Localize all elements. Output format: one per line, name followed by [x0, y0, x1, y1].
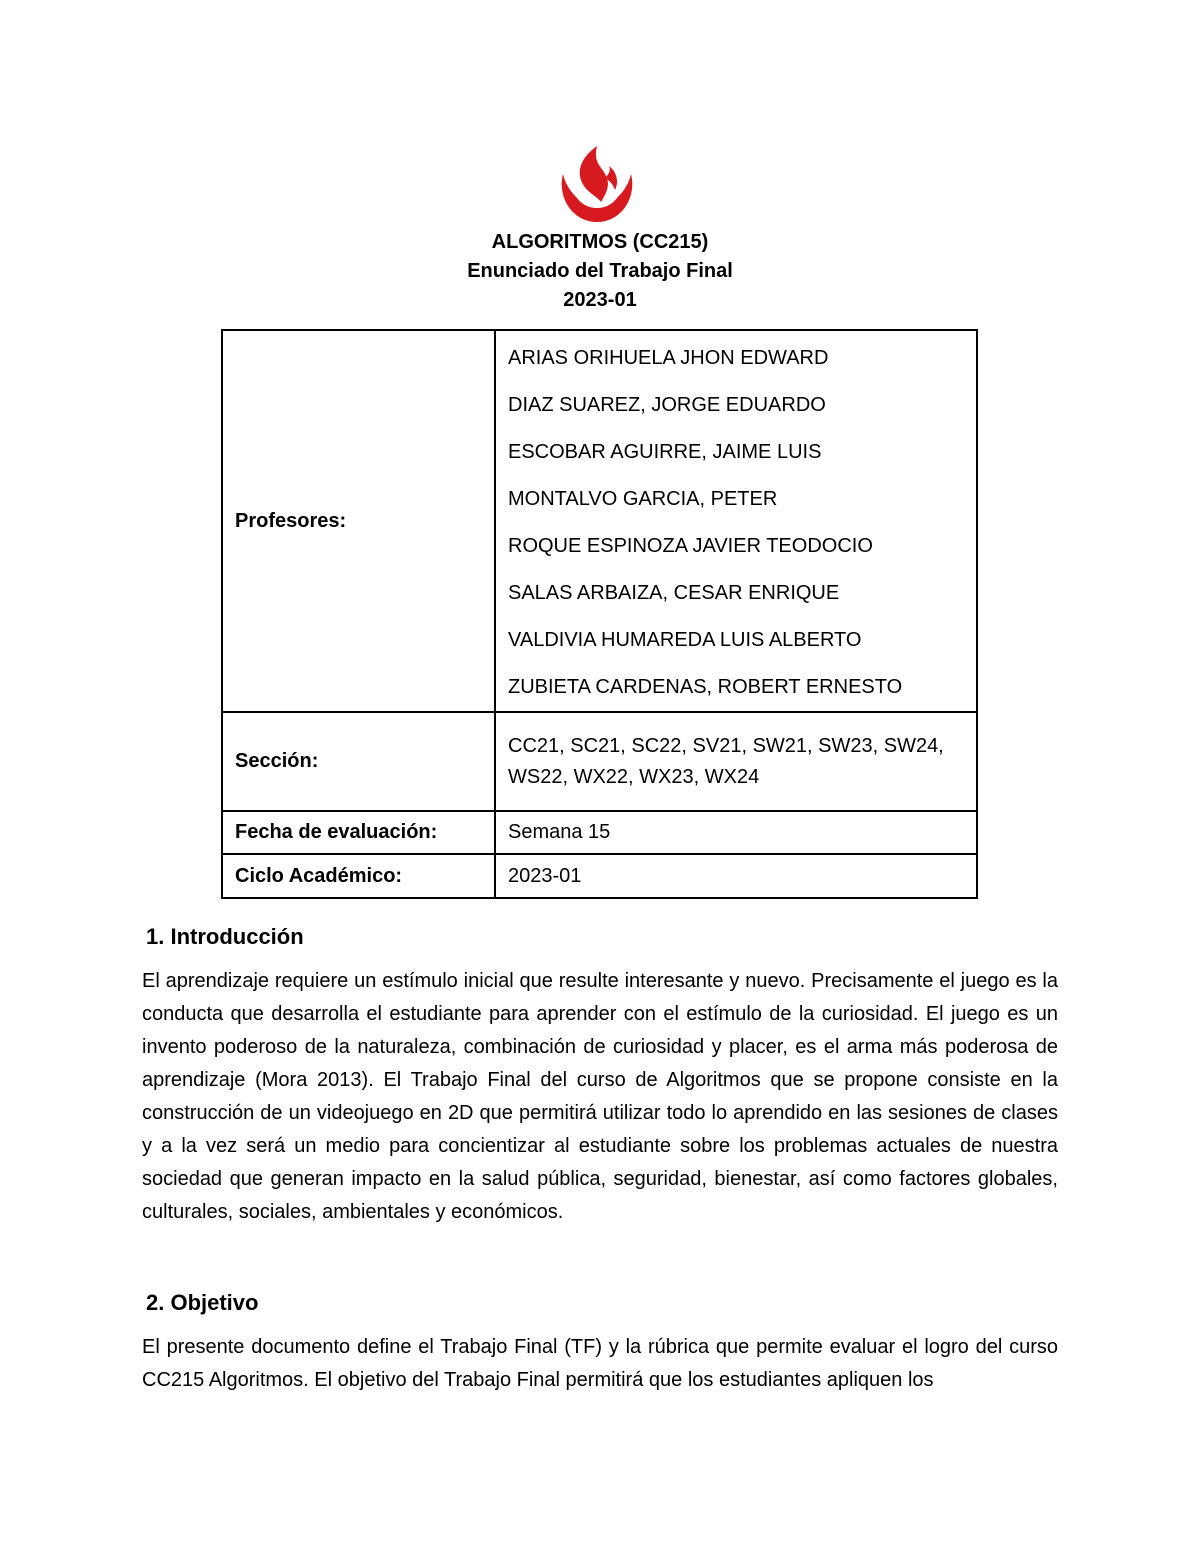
paragraph-objetivo: El presente documento define el Trabajo Final (TF) y la rúbrica que permite evaluar el logro del curso CC215 Algoritmos. El objetivo del Trabajo Final permitirá que los estudiantes apliquen los: [142, 1336, 1058, 1391]
profesor-name: ROQUE ESPINOZA JAVIER TEODOCIO: [508, 535, 873, 557]
table-row-fecha: [222, 811, 977, 854]
seccion-line: WS22, WX22, WX23, WX24: [508, 765, 760, 788]
ciclo-label: Ciclo Académico:: [222, 854, 495, 898]
profesores-label: Profesores:: [222, 330, 495, 712]
profesor-name: VALDIVIA HUMAREDA LUIS ALBERTO: [508, 629, 862, 651]
paragraph-introduccion: El aprendizaje requiere un estímulo inicial que resulte interesante y nuevo. Precisamente el juego es la conducta que desarrolla el estudiante para aprender con el estímulo de la curiosidad. El juego es un invento poderoso de la naturaleza, combinación de curiosidad y placer, es el arma más poderosa de aprendizaje (Mora 2013). El Trabajo Final del curso de Algoritmos que se propone consiste en la construcción de un videojuego en 2D que permitirá utilizar todo lo aprendido en las sesiones de clases y a la vez será un medio para concientizar al estudiante sobre los problemas actuales de nuestra sociedad que generan impacto en la salud pública, seguridad, bienestar, así como factores globales, culturales, sociales, ambientales y económicos.: [142, 970, 1058, 1223]
profesor-name: ARIAS ORIHUELA JHON EDWARD: [508, 347, 829, 369]
table-row-profesores: [222, 330, 977, 712]
profesor-name: ESCOBAR AGUIRRE, JAIME LUIS: [508, 441, 822, 463]
upc-logo-icon: [557, 146, 637, 224]
course-title: ALGORITMOS (CC215): [491, 231, 709, 253]
profesores-list: [495, 330, 977, 712]
table-row-seccion: [222, 712, 977, 811]
profesor-name: ZUBIETA CARDENAS, ROBERT ERNESTO: [508, 676, 903, 698]
document-subtitle: Enunciado del Trabajo Final: [467, 260, 733, 282]
profesor-name: DIAZ SUAREZ, JORGE EDUARDO: [508, 394, 826, 416]
profesor-name: MONTALVO GARCIA, PETER: [508, 488, 778, 510]
table-row-ciclo: [222, 854, 977, 898]
section-heading-objetivo: 2. Objetivo: [146, 1290, 259, 1315]
fecha-label: Fecha de evaluación:: [222, 811, 495, 854]
fecha-value: Semana 15: [495, 811, 977, 854]
ciclo-value: 2023-01: [495, 854, 977, 898]
seccion-value: [495, 712, 977, 811]
course-info-table: [221, 329, 978, 899]
seccion-label: Sección:: [222, 712, 495, 811]
seccion-line: CC21, SC21, SC22, SV21, SW21, SW23, SW24,: [508, 734, 944, 757]
profesor-name: SALAS ARBAIZA, CESAR ENRIQUE: [508, 582, 840, 604]
section-heading-introduccion: 1. Introducción: [146, 924, 304, 949]
academic-term: 2023-01: [563, 289, 637, 311]
